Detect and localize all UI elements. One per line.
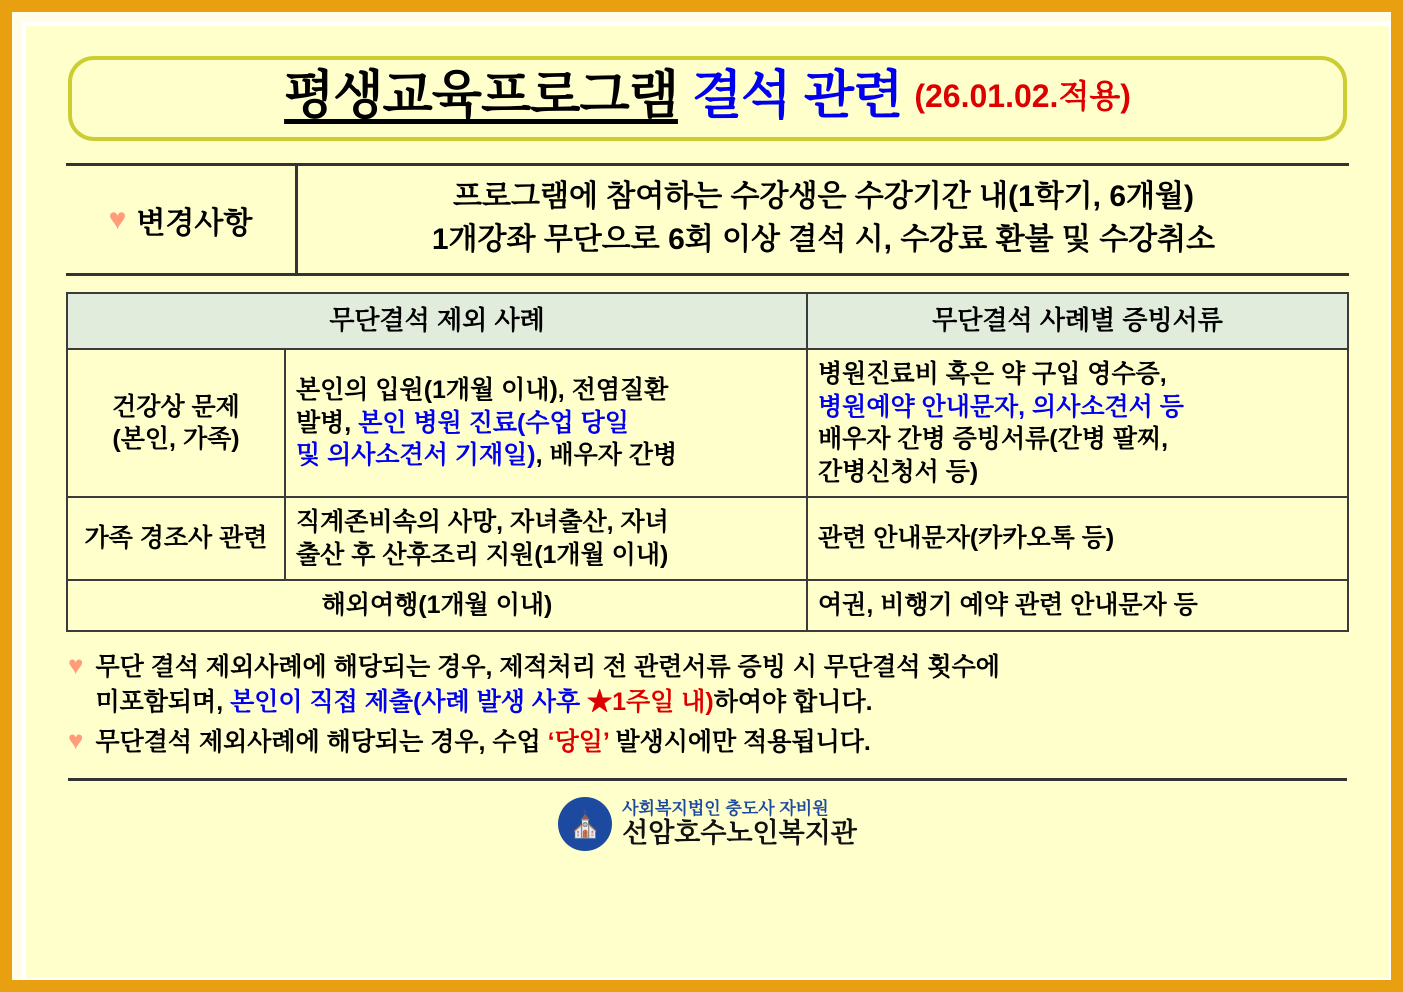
row-health-body-line3-blue: 및 의사소견서 기재일) xyxy=(296,441,536,470)
footnote-2-text xyxy=(95,725,870,761)
row-health-body-line2-pre: 발병, xyxy=(296,408,359,437)
row-health-category xyxy=(67,349,285,497)
footnote-1-line2-pre: 미포함되며, xyxy=(95,688,231,717)
table-header-row xyxy=(67,293,1348,349)
change-notice-body xyxy=(298,166,1349,273)
row-travel-category: 해외여행(1개월 이내) xyxy=(67,580,807,631)
footnote-2-post: 발생시에만 적용됩니다. xyxy=(609,727,871,756)
row-family-body-line1: 직계존비속의 사망, 자녀출산, 자녀 xyxy=(296,508,669,537)
table-row xyxy=(67,349,1348,497)
row-health-doc-line4: 간병신청서 등) xyxy=(818,457,979,486)
organization-name-block xyxy=(622,800,857,848)
footnote-2 xyxy=(68,725,1347,761)
row-family-category: 가족 경조사 관련 xyxy=(67,497,285,580)
row-health-body-line1: 본인의 입원(1개월 이내), 전염질환 xyxy=(296,376,669,405)
organization-subtitle: 사회복지법인 충도사 자비원 xyxy=(622,798,829,818)
heart-icon: ♥ xyxy=(68,724,84,755)
change-notice-label-cell xyxy=(66,166,298,273)
footnote-1-line2-post: 하여야 합니다. xyxy=(713,688,873,717)
heart-icon: ♥ xyxy=(68,649,84,680)
footnote-1-line1: 무단 결석 제외사례에 해당되는 경우, 제적처리 전 관련서류 증빙 시 무단결석 횟수에 xyxy=(95,652,1000,681)
table-header-exceptions: 무단결석 제외 사례 xyxy=(67,293,807,349)
row-health-category-line2: (본인, 가족) xyxy=(112,425,240,454)
organization-logo-icon: ⛪ xyxy=(558,797,612,851)
row-health-body-line2 xyxy=(296,407,796,440)
row-health-body-line2-blue: 본인 병원 진료(수업 당일 xyxy=(358,408,629,437)
footnote-1-line2-blue: 본인이 직접 제출(사례 발생 사후 xyxy=(230,688,588,717)
row-health-doc-line2: 병원예약 안내문자, 의사소견서 등 xyxy=(818,392,1184,421)
footnote-2-pre: 무단결석 제외사례에 해당되는 경우, 수업 xyxy=(95,727,548,756)
change-notice-line1: 프로그램에 참여하는 수강생은 수강기간 내(1학기, 6개월) xyxy=(453,180,1194,214)
table-row xyxy=(67,497,1348,580)
footer-logo xyxy=(54,797,1361,851)
change-notice-label: 변경사항 xyxy=(136,206,253,240)
organization-name: 선암호수노인복지관 xyxy=(622,817,857,848)
poster-inner xyxy=(22,22,1393,982)
row-health-documents xyxy=(807,349,1348,497)
table-row xyxy=(67,580,1348,631)
row-health-body xyxy=(285,349,807,497)
row-family-documents: 관련 안내문자(카카오톡 등) xyxy=(807,497,1348,580)
exception-table xyxy=(66,292,1349,631)
row-health-body-line3-post: , 배우자 간병 xyxy=(535,441,678,470)
heart-icon: ♥ xyxy=(108,202,127,236)
row-family-body-line2: 출산 후 산후조리 지원(1개월 이내) xyxy=(296,540,669,569)
table-header-documents: 무단결석 사례별 증빙서류 xyxy=(807,293,1348,349)
row-health-category-line1: 건강상 문제 xyxy=(112,392,240,421)
title-effective-date: (26.01.02.적용) xyxy=(914,78,1131,114)
row-travel-documents: 여권, 비행기 예약 관련 안내문자 등 xyxy=(807,580,1348,631)
change-notice-line2: 1개강좌 무단으로 6회 이상 결석 시, 수강료 환불 및 수강취소 xyxy=(431,222,1216,256)
footnote-1-line2-red: ★1주일 내) xyxy=(587,688,714,717)
row-health-body-line3 xyxy=(296,439,796,472)
change-notice xyxy=(66,163,1349,276)
row-family-body xyxy=(285,497,807,580)
page-title xyxy=(68,56,1347,141)
row-health-doc-line3: 배우자 간병 증빙서류(간병 팔찌, xyxy=(818,425,1169,454)
title-main-text: 평생교육프로그램 xyxy=(284,67,678,125)
row-health-doc-line1: 병원진료비 혹은 약 구입 영수증, xyxy=(818,360,1167,389)
footnotes xyxy=(68,650,1347,782)
footnote-1 xyxy=(68,650,1347,721)
footnote-2-highlight: ‘당일’ xyxy=(547,727,610,756)
footnote-1-text xyxy=(95,650,999,721)
title-highlight-text: 결석 관련 xyxy=(691,67,903,125)
